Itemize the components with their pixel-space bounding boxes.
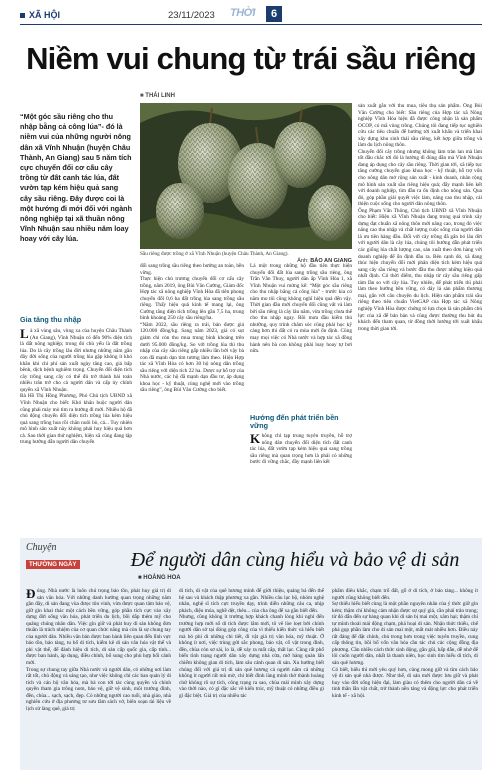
header-rule <box>20 24 482 25</box>
article2-column-2: di tích, di vật của quê hương mình để giới thiệu, quảng bá đến thế hệ sau và khách thập phương xa gần. Nhiều câu lạc bộ, nhóm nghệ nhân, nghệ sĩ tích cực truyền dạy, trình diễn những câu ca, nhịp phách, điệu múa, nghề dệt, thêu... của cha ông để xa gần biết đến. Nhưng, cũng không ít trường hợp khách chanh lòng khi nghỉ đến trường hợp mới số di tích được lâm mới, tô vẽ lòe loẹt bởi chính người dân sở tại đóng góp công của vì thiếu kiến thức và hiểu biết mà bỏ phí di những chi tiết, đi vật giá trị văn hóa, mỹ thuật. Ở không ít nơi, việc trùng gửi sắc phong, bảo vật, cổ vật trong đình, đền, chùa còn sơ sài, lo là, dễ xảy ra mất cắp, thất lạc. Cùng rất phổ biến tình trạng người dân xây dựng nhà cửa, mở hàng quán lấn chiếm không gian di tích, làm sâu cảnh quan di sản. Xu hướng biết chúng đối với giá trị di sản quê hương cả người nắm cả những không ít người rất mù mờ, chi biết đình làng mình thờ thành hoàng chứ không rõ sự tích, công trạng ra sao, chùa mái mình xây dựng vào thời nào, có gì đặc sắc về kiến trúc, mỹ thuật có những điều gì gì đặc biệt. Giá trị của nhiều tác <box>179 588 324 699</box>
article-column-4: sản xuất gắn với thu mua, tiêu thụ sản phẩm. Ông Bùi Văn Cường cho biết: Sầu riêng của Hợp tác xã Nông nghiệp Vĩnh Hòa hiện đã được công nhận là sản phẩm OCOP, có mã vùng trồng. Chúng tôi đang tiếp tục nghiên cứu các tiêu chuẩn để hướng tới xuất khẩu và triển khai xây dựng khu sinh thái sầu riêng, kết hợp giữa trồng và làm du lịch nông thôn. Chuyển đổi cây trồng nhưng không làm tràn lan mà làm tốt đầu chắc tới đó là hướng đi đúng đắn mà Vĩnh Nhuận đang áp dụng cho cây sầu riêng. Thời gian tới, xã tiếp tục tăng cường chuyển giao khoa học - kỹ thuật, hỗ trợ vốn cho nông dân mở rộng sản xuất - kinh doanh, nhân rộng mô hình sản xuất sầu riêng hiệu quả; đẩy mạnh liên kết với doanh nghiệp, tìm đầu ra ổn định cho nông sản. Qua đó, góp phần giải quyết việc làm, nâng cao thu nhập, cải thiện cuộc sống cho người dân nông thôn. Ông Phạm Văn Thông, Chủ tịch UBND xã Vĩnh Nhuận cho biết: Hiện xã Vĩnh Nhuận đang trong quá trình xây dựng đạt chuẩn xã nông thôn mới nâng cao, trong đó việc nâng cao thu nhập và chất lượng cuộc sống của người dân là ưu tiên hàng đầu. Đối với cây trồng đã gắn bó lâu đời với người dân là cây lúa, chúng tôi hướng dẫn phát triển các giống lúa chất lượng cao, sản xuất theo đơn hàng với doanh nghiệp để ổn định đầu ra. Bên cạnh đó, xã đang thúc hiện chuyển đổi mới phân diện tích kém hiệu quả sang cây sầu riêng và bước đầu thu được những hiệu quả nhất định. Có thời điểm, thu nhập từ cây sầu riêng gấp tám lần so với cây lúa. Tuy nhiên, để phát triển thì phải làm theo hướng bền vững, có dây lá sản phẩm thương mại, gắn với câu chuyện du lịch. Hiện sản phẩm trái sầu riêng theo tiêu chuẩn VietGAP của Hợp tác xã Nông nghiệp Vĩnh Hòa được chứng tỏ lựa chọn là sản phẩm chủ lực của xã để bản bán và cũng được thường thu hút du khách đến tham quan, từ đồng thời hướng tới xuất khẩu trong thời gian tới. <box>358 103 482 332</box>
subheading-huong-den-phat-trien: Hướng đến phát triển bền vững <box>250 413 339 430</box>
issue-date: 23/11/2023 <box>168 10 215 21</box>
durian-photo-illustration <box>140 103 352 249</box>
article-column-1: Là xã vùng sâu, vùng xa của huyện Châu Thành (An Giang), Vĩnh Nhuận có đến 90% diện tích là đất nông nghiệp; trong đó chủ yếu là đất trồng lúa. Do là cây trồng lâu đời nhưng những năm gần đây đời sống của người trồng lúa gặp không ít khó khăn khi chi phí sản xuất ngày tăng cao, giá bấp bênh, dịch bệnh nghiêm trọng. Chuyển đổi diện tích cây trồng sang cây có thể đủ trở thành bài toán nhiều trăn trở cho cả người dân và cấp ủy chính quyền xã Vĩnh Nhuận. Bà Hồ Thị Hồng Phương, Phó Chủ tịch UBND xã Vĩnh Nhuận cho biết: Khó khăn buộc người dân cũng phải mày mò tìm ra hướng đi mới. Nhiều hộ đã chủ động chuyển đổi diện tích trồng lúa kém hiệu quả sang trồng hoa rồi chăn nuôi bò, cá... Tuy nhiên mô hình sản xuất này không phải huy hiệu quả hơn cả. Sau thời gian thử nghiệm, hiện xã cũng đang tập trung hướng dẫn người dân chuyển <box>20 328 132 446</box>
dropcap: L <box>20 328 29 341</box>
article2-column-1: Đúng. Nhà nước là luôn chú trọng bảo tồn, phát huy giá trị di sản văn hóa. Với những danh hướng quan trọng những năm gần đây, di sản đang vùa đưọc tôn vinh, vừa được quan tâm bảo vệ, giữ gìn khai thác một cách bền vững, góp phần tích cực vào xây dựng đời sống văn hóa, phát triển du lịch, bồi dắp thêm mỹ cho quảng chúng nhân dân. Việc gìn giữ và phát huy di sản không đơn thuần là trách nhiệm của cơ quan chức năng mà còn là sự chung tay của người dân. Nhiều văn bản được ban hành liên quan đến lĩnh vực bảo tồn, bảo tàng, tu bổ di tích, kiểm kê di sản văn hóa vật thể và phi vật thể, để đánh hiệu di tích, di sản cấp quốc gia, cấp tỉnh... được ban hành, áp dụng, điều chỉnh, bổ sung cho phù hợp bối cảnh mới. Trong sự chung tay giữa Nhà nước và người dân, có những nơi làm rất tốt, chủ động và sáng tạo, như việc không chỉ các ban quản lý di tích và cán bộ văn hóa, mà bà con tới tác cùng quyền và chính quyền tham gia trông nom, bảo vệ, giữ vệ sinh, môi trường đình, đền, chùa... sạch, sạch, đẹp. Có những người cao tuổi, nhà giáo, nhà nghiên cứu ở địa phương tư sưu tầm sách vở, biên soạn tài liệu về lịch sử làng quê, giá trị <box>26 588 171 712</box>
page-number: 6 <box>266 6 282 22</box>
byline-bullet-icon: ■ <box>138 575 144 581</box>
column-name-band: THƯỜNG NGÀY <box>26 560 80 569</box>
photo-caption: Sầu riêng được trồng ở xã Vĩnh Nhuận (huyện Châu Thành, An Giang). <box>140 251 289 257</box>
column-logo <box>26 542 96 571</box>
article-headline: Niềm vui chung từ trái sầu riêng <box>26 41 476 76</box>
dropcap: Đ <box>26 588 36 601</box>
subheading-gia-tang-thu-nhap: Gia tăng thu nhập <box>20 315 82 324</box>
article-column-2: đổi sang trồng sầu riêng theo hướng an toàn, bền vững. Thực hiện chủ trương chuyển đổi cơ cấu cây trồng, năm 2019, ông Bùi Văn Cường, Giám đốc Hợp tác xã nông nghiệp Vĩnh Hòa đã tiên phong chuyển đổi 0,6 ha đất trồng lúa sang trồng sầu riêng. Thấy hiệu quả kinh tế mang lại, ông Cường tăng diện tích trồng lên gần 7,5 ha, trung bình khoảng 250 cây sầu riêng/ha. “Năm 2022, sầu riêng ra trái, bán được giá 120.000 đồng/kg. Sang năm 2023, giá có sụt giảm chỉ còn thu mua trung bình khoảng trên dưới 95.000 đồng/kg. So với trồng lúa thì thu nhập của cây sầu riêng gấp nhiều lần bởi vậy bà con đã mạnh dạn tìm tương lâm theo. Hiện Hợp tác xã Vĩnh Hòa có hơn 30 hộ nông dân trồng sầu riêng với diện tích 22 ha. Dược sự hỗ trợ của Nhà nước, các hộ đã mạnh dạn đầu tư, áp dụng khoa học - kỹ thuật, cùng nghệ mới vào trồng sầu riêng”, ông Bùi Văn Cường cho biết. <box>140 263 244 394</box>
article-photo <box>140 103 352 249</box>
dropcap: K <box>250 433 261 446</box>
byline: ■ THÁI LINH <box>140 93 175 99</box>
logo <box>230 4 264 22</box>
section-label: XÃ HỘI <box>20 10 60 20</box>
square-bullet-icon <box>20 13 25 18</box>
article-column-3: Lá một trong những hộ đầu tiên thực hiện chuyển đổi đất lúa sang trồng sầu riêng, ông Trần Văn Thuy, người dân ấp Vĩnh Hòa 1, xã Vĩnh Nhuận vui mừng kể: “Một góc sầu riêng cho thu nhập bằng cả công lúa” - trước kia có năm mo tôi cũng không nghĩ hiệu quả đến vậy. Thời gian đầu mới chuyển đổi cũng vất và làm bởi sầu riêng là cây lâu năm, vừa trồng chưa thể cho thu nhập ngay. Rồi mưa đầu kiếm thủ nhưỡng, quy trình chăm sóc cũng phải học kỹ càng hơn thì đất có ra mùa mới ổn định. Cũng may mọi việc có Nhà nước và hợp tác xã đồng hành nên bà con không phải loay hoay tự bơi nữa. <box>250 263 352 355</box>
article2-headline: Để người dân cùng hiểu và bảo vệ di sản <box>130 549 460 571</box>
article-column-3b: Không chỉ tạp trung tuyên truyền, hỗ trợ nông dân chuyển đổi diện tích đất canh tác lúa, đất vườn tạp kém hiệu quả sang trồng sầu riêng mà quan trọng hơn là phải có những bước đi vững chắc, đầy mạnh liên kết <box>250 433 352 466</box>
column-name-italic: Chuyện <box>26 542 57 553</box>
article-lead: “Một góc sầu riêng cho thu nhập bằng cả công lúa”- đó là niềm vui của những người nông dân xã Vĩnh Nhuận (huyện Châu Thành, An Giang) sau 5 năm tích cực chuyển đổi cơ cấu cây trồng từ đất canh tác lúa, đất vườn tạp kém hiệu quả sang cây sầu riêng. Đây được coi là một hướng đi mới đổi với ngành nông nghiệp tại xã thuần nông Vĩnh Nhuận sau nhiều năm loay hoay với cây lúa. <box>20 112 132 244</box>
photo-credit: Ảnh: BẢO AN GIANG <box>297 258 352 264</box>
logo-text: THỜI <box>230 7 255 19</box>
article2-column-3: phẩm điêu khắc, chạm trổ đất, gỗ ở di tích, ở bảo tàng... không ít người cũng không biết đến. Sự thiếu hiểu biết cùng là một phần nguyên nhân của ý thức giữ gìn kém; thậm chí không cảm nhận được sự quý giá, cần phải trân trọng; từ đó dẫn đến sự bàng quan khi di sản bị mai một, xâm hại; thậm chí tự mình thoải mái động chạm, phá hoại di sản. Nhận thức thiếu, chế phá gọp phần làm cho di sản mai một, mất mát nhiều hơn. Điều này rất đáng để đặt chính, chủ trong hơn trong việc tuyên truyền, cung cấp thông tin, bồi bổ vốn văn hóa cần tác chủ các cộng đồng địa phương. Cần nhiều cách thức sinh động, gần gũi, hấp dẫn, dễ nhớ để lôi cuốn người dân, nhất là thanh niên, học sinh tìm hiểu di tích, di sản quê hương. Có biết, hiểu thì mới yêu quý hơn, cùng mong giữ và tìm cách bảo vệ di sản quê nhà được. Như thế, di sản mới được lưu giữ và phát huy vào đời sống hiện đại, làm giàu có thêm cho người dân cả về tinh thần lẫn vật chất, trở thành nền tảng và động lực cho phát triển kinh tế - xã hội. <box>332 588 478 699</box>
byline-bullet-icon: ■ <box>140 93 146 99</box>
article2-byline: ■ HOÀNG HOA <box>138 575 181 581</box>
